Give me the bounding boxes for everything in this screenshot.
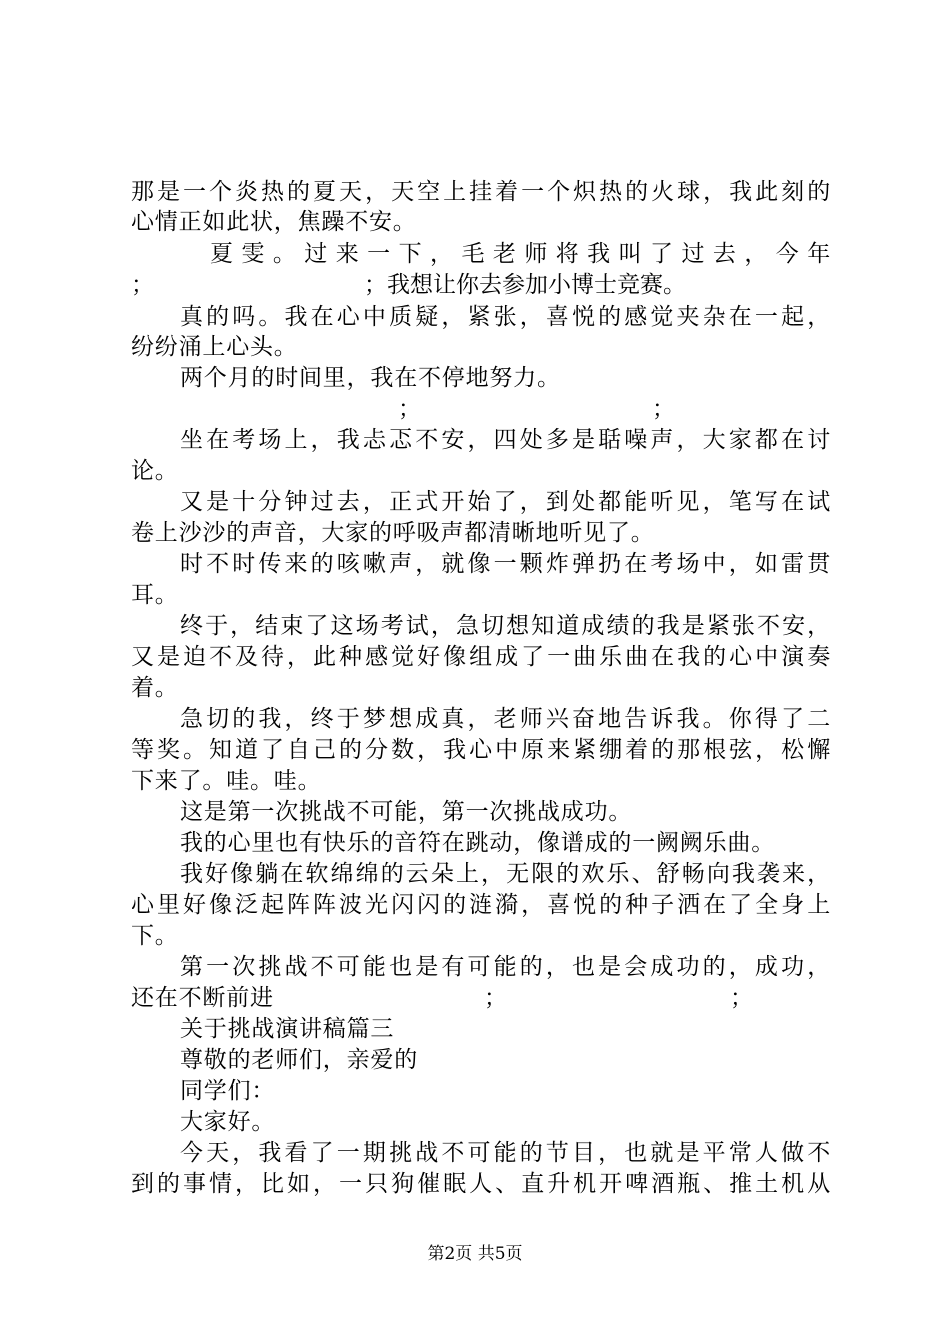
text-line: 着。 — [131, 675, 179, 701]
semicolon-mark: ； — [131, 272, 154, 298]
text-line: 那是一个炎热的夏天，天空上挂着一个炽热的火球，我此刻的 — [131, 179, 831, 205]
text-line: 下来了。哇。哇。 — [131, 768, 322, 794]
text-line: 又是十分钟过去，正式开始了，到处都能听见，笔写在试 — [180, 489, 831, 515]
text-line: 我的心里也有快乐的音符在跳动，像谱成的一阙阙乐曲。 — [180, 830, 775, 856]
text-line: 时不时传来的咳嗽声，就像一颗炸弹扔在考场中，如雷贯 — [180, 551, 831, 577]
text-line: 坐在考场上，我忐忑不安，四处多是聒噪声，大家都在讨 — [180, 427, 831, 453]
text-line: 论。 — [131, 458, 179, 484]
text-line: 到的事情，比如，一只狗催眠人、直升机开啤酒瓶、推土机从 — [131, 1171, 831, 1197]
text-line: 等奖。知道了自己的分数，我心中原来紧绷着的那根弦，松懈 — [131, 737, 831, 763]
text-line: 今天，我看了一期挑战不可能的节目，也就是平常人做不 — [180, 1140, 831, 1166]
text-line: 尊敬的老师们，亲爱的 — [180, 1047, 418, 1073]
text-line: 终于，结束了这场考试，急切想知道成绩的我是紧张不安， — [180, 613, 831, 639]
text-line: ；我想让你去参加小博士竞赛。 — [364, 272, 686, 298]
text-line: 纷纷涌上心头。 — [131, 334, 298, 360]
text-line: 下。 — [131, 923, 179, 949]
text-line: 卷上沙沙的声音，大家的呼吸声都清晰地听见了。 — [131, 520, 655, 546]
text-line: 我好像躺在软绵绵的云朵上，无限的欢乐、舒畅向我袭来， — [180, 861, 831, 887]
text-line: 第一次挑战不可能也是有可能的，也是会成功的，成功， — [180, 954, 831, 980]
page-footer: 第2页 共5页 — [427, 1244, 523, 1264]
text-line: 这是第一次挑战不可能，第一次挑战成功。 — [180, 799, 633, 825]
semicolon-mark: ； — [398, 396, 421, 422]
text-line: 夏雯。过来一下，毛老师将我叫了过去，今年 — [210, 241, 831, 267]
semicolon-mark: ； — [484, 985, 507, 1011]
text-line: 心里好像泛起阵阵波光闪闪的涟漪，喜悦的种子洒在了全身上 — [131, 892, 831, 918]
text-line: 两个月的时间里，我在不停地努力。 — [180, 365, 561, 391]
semicolon-mark: ； — [652, 396, 675, 422]
text-line: 急切的我，终于梦想成真，老师兴奋地告诉我。你得了二 — [180, 706, 831, 732]
text-line: 大家好。 — [180, 1109, 276, 1135]
text-line: 真的吗。我在心中质疑，紧张，喜悦的感觉夹杂在一起， — [180, 304, 831, 330]
text-line: 同学们： — [180, 1078, 276, 1104]
semicolon-mark: ； — [730, 985, 753, 1011]
text-line: 心情正如此状，焦躁不安。 — [131, 209, 417, 235]
section-heading: 关于挑战演讲稿篇三 — [180, 1016, 395, 1042]
text-line: 又是迫不及待，此种感觉好像组成了一曲乐曲在我的心中演奏 — [131, 644, 831, 670]
text-line: 耳。 — [131, 582, 179, 608]
text-line: 还在不断前进 — [131, 985, 274, 1011]
